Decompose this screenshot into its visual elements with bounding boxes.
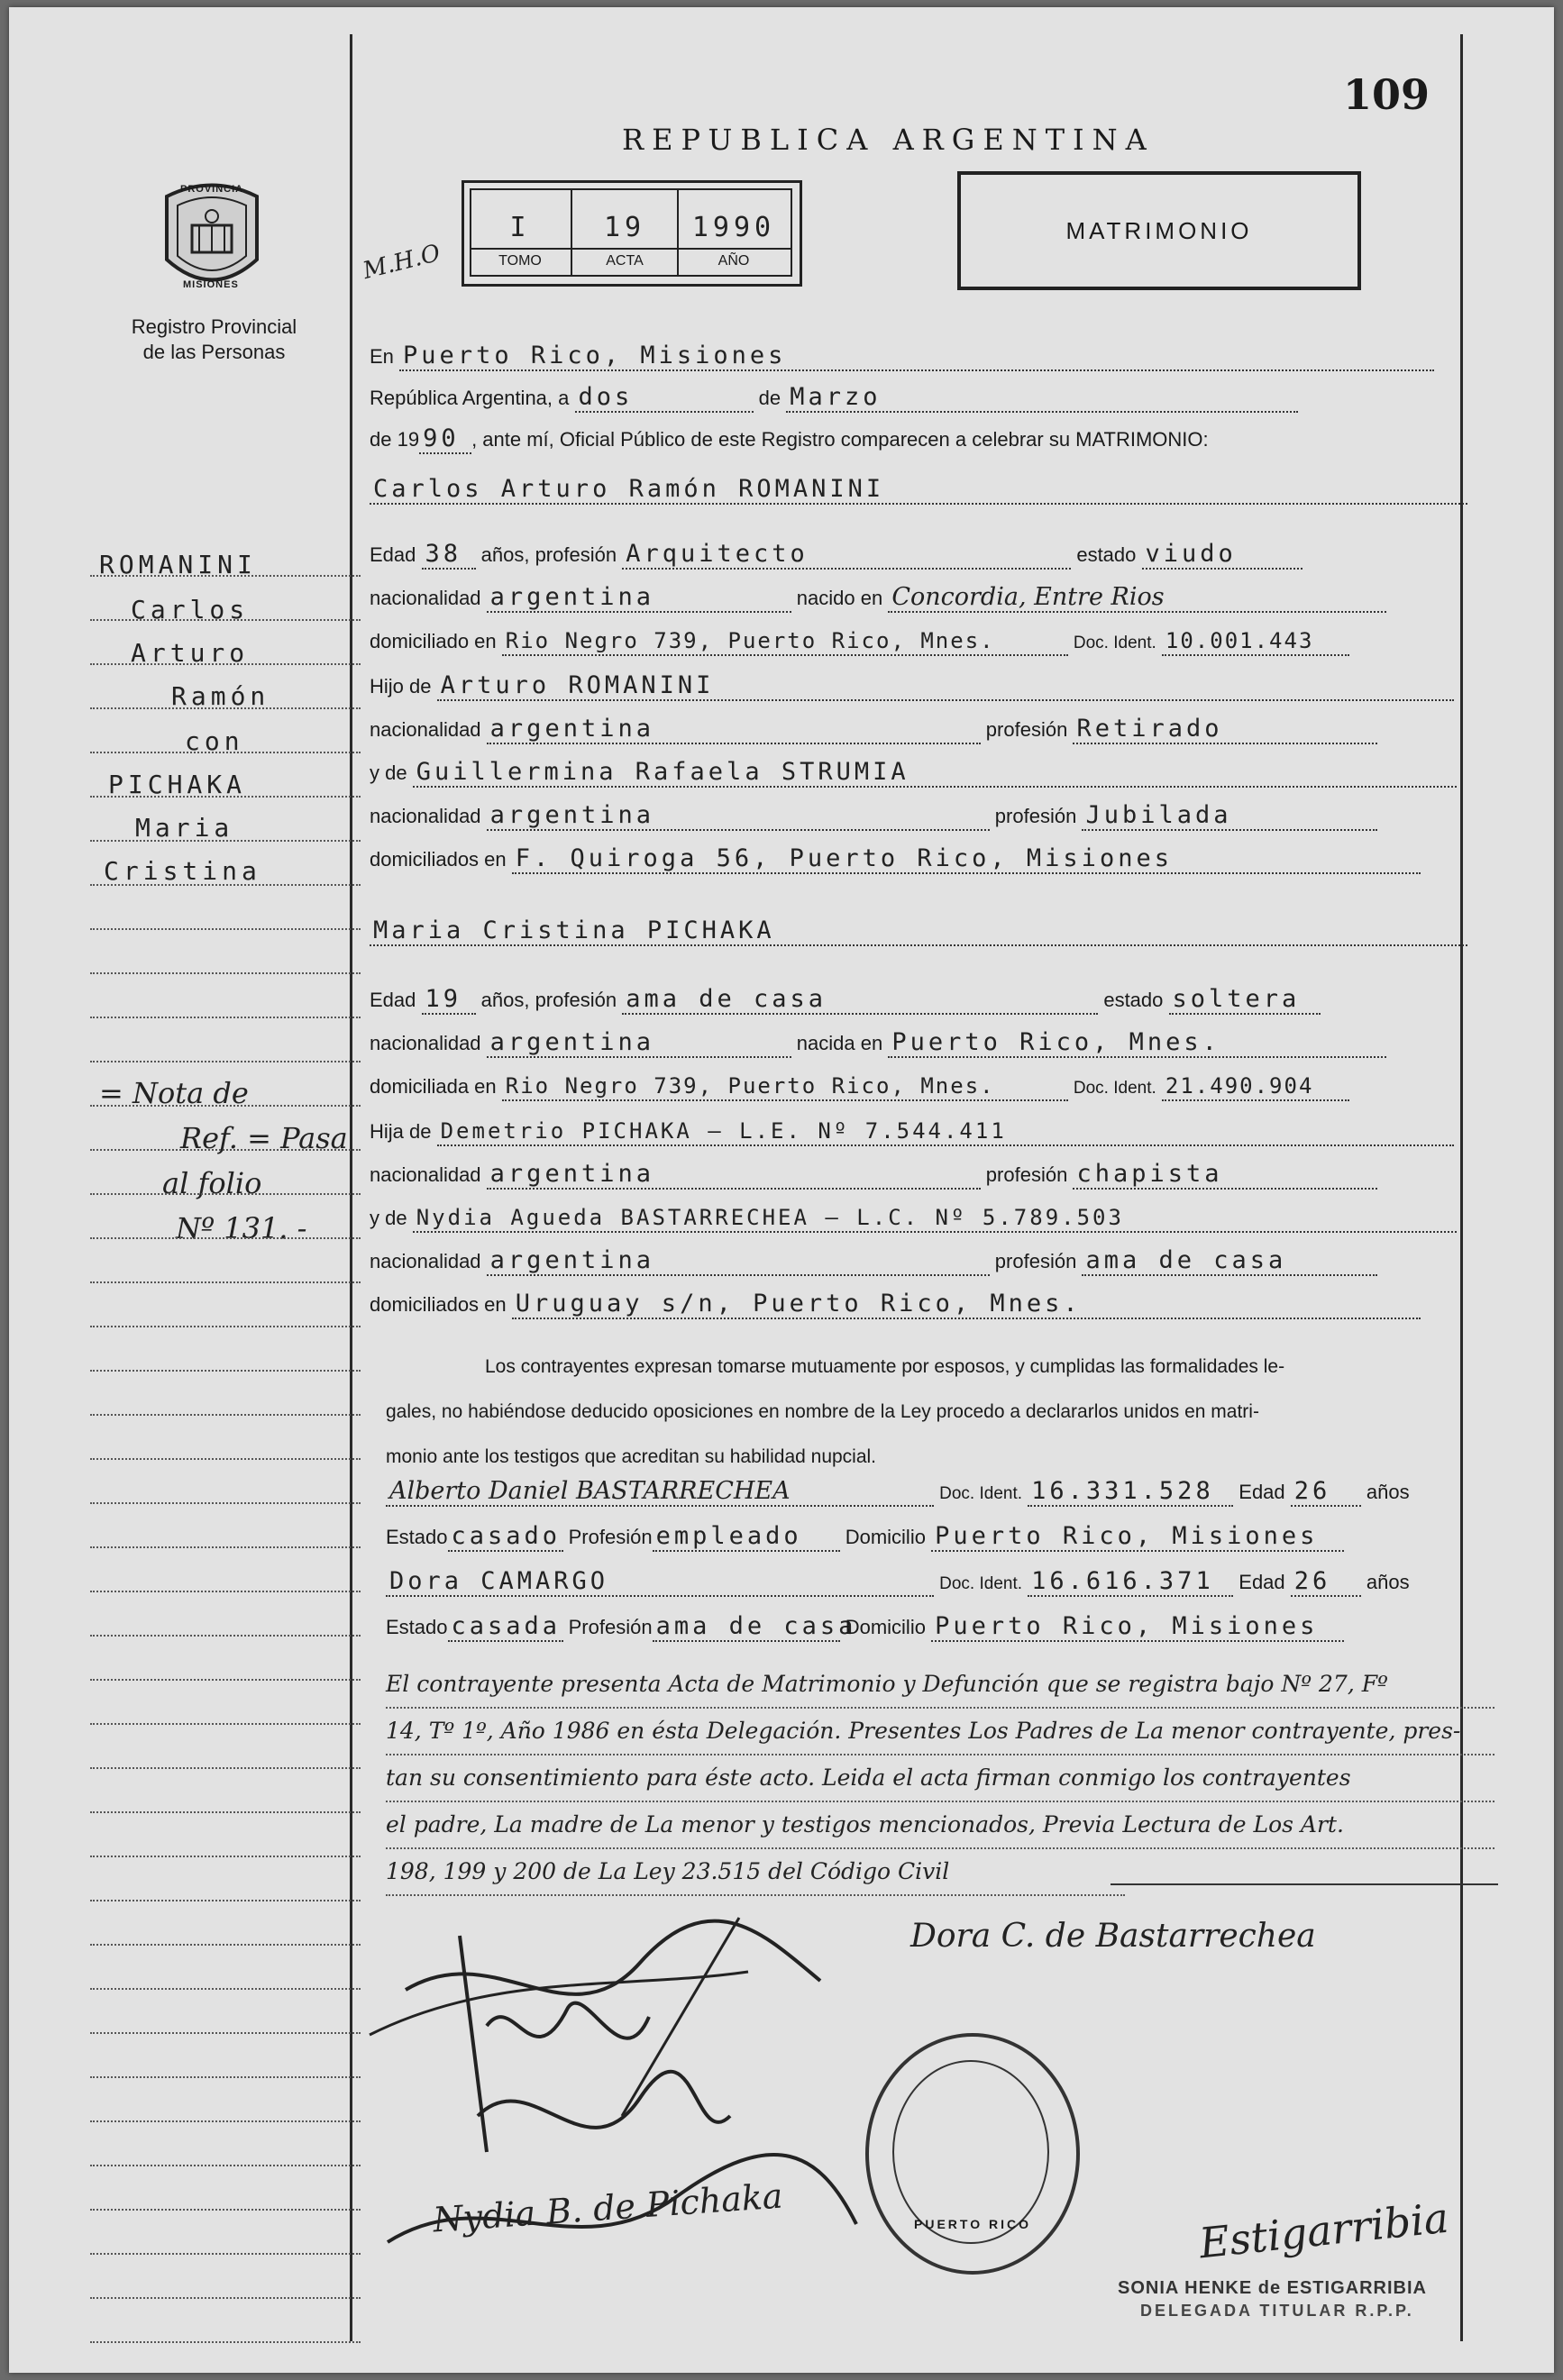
groom-father-nat-row: nacionalidad argentina profesión Retirado bbox=[370, 716, 1487, 755]
margin-ruled-line bbox=[90, 1856, 361, 1857]
margin-ruled-line bbox=[90, 1193, 361, 1195]
margin-name3: Ramón bbox=[171, 681, 270, 711]
groom-parents-address-row: domiciliados en F. Quiroga 56, Puerto Rico, Misiones bbox=[370, 845, 1487, 885]
note-line1: El contrayente presenta Acta de Matrimonio y Defunción que se registra bajo Nº 27, Fº bbox=[386, 1662, 1494, 1709]
margin-ruled-line bbox=[90, 707, 361, 709]
note-line3: tan su consentimiento para éste acto. Leida el acta firman conmigo los contrayentes bbox=[386, 1755, 1494, 1802]
declaration-line2: gales, no habiéndose deducido oposiciones en nombre de la Ley procedo a declararlos unidos en matri- bbox=[386, 1401, 1259, 1422]
margin-note-line2: Ref. = Pasa bbox=[180, 1121, 348, 1155]
margin-ruled-line bbox=[90, 2297, 361, 2299]
margin-ruled-line bbox=[90, 1811, 361, 1813]
witness2-doc: 16.616.371 bbox=[1028, 1568, 1233, 1597]
margin-note-line4: Nº 131. - bbox=[176, 1211, 307, 1245]
margin-ruled-line bbox=[90, 1017, 361, 1018]
margin-bride-name2: Cristina bbox=[104, 856, 261, 886]
margin-ruled-line bbox=[90, 2032, 361, 2034]
handwritten-notes bbox=[386, 1662, 1494, 1896]
groom-name-row bbox=[370, 476, 1487, 515]
signature-official: Estigarribia bbox=[1196, 2193, 1451, 2268]
day-value: dos bbox=[575, 384, 754, 413]
margin-ruled-line bbox=[90, 1502, 361, 1504]
margin-bride-surname: PICHAKA bbox=[108, 770, 247, 799]
margin-note-line3: al folio bbox=[162, 1166, 262, 1200]
witness2-name: Dora CAMARGO bbox=[386, 1568, 934, 1597]
official-title-stamp: DELEGADA TITULAR R.P.P. bbox=[1140, 2302, 1414, 2320]
bride-father: Demetrio PICHAKA — L.E. Nº 7.544.411 bbox=[437, 1117, 1454, 1146]
bride-full-name: Maria Cristina PICHAKA bbox=[370, 917, 1467, 946]
declaration-line3: monio ante los testigos que acreditan su habilidad nupcial. bbox=[386, 1446, 877, 1467]
margin-ruled-line bbox=[90, 884, 361, 886]
margin-ruled-line bbox=[90, 1326, 361, 1327]
margin-surname: ROMANINI bbox=[99, 550, 257, 579]
margin-ruled-line bbox=[90, 1767, 361, 1769]
margin-ruled-line bbox=[90, 2253, 361, 2255]
witness1-age: 26 bbox=[1291, 1478, 1361, 1507]
witness1-address: Puerto Rico, Misiones bbox=[931, 1523, 1344, 1552]
margin-ruled-line bbox=[90, 575, 361, 577]
margin-ruled-line bbox=[90, 752, 361, 753]
margin-ruled-line bbox=[90, 1988, 361, 1990]
bride-father-nat-row: nacionalidad argentina profesión chapista bbox=[370, 1161, 1487, 1200]
margin-ruled-line bbox=[90, 1635, 361, 1637]
bride-age-row: Edad 19 años, profesión ama de casa estado soltera bbox=[370, 986, 1487, 1026]
margin-ruled-line bbox=[90, 2341, 361, 2343]
margin-name2: Arturo bbox=[131, 638, 250, 668]
margin-ruled-line bbox=[90, 796, 361, 798]
country-title: REPUBLICA ARGENTINA bbox=[622, 123, 1155, 157]
margin-ruled-line bbox=[90, 1944, 361, 1946]
groom-nationality-row: nacionalidad argentina nacido en Concordia, Entre Rios bbox=[370, 584, 1487, 624]
bride-father-profession: chapista bbox=[1073, 1161, 1377, 1190]
place-value: Puerto Rico, Misiones bbox=[399, 342, 1434, 371]
groom-mother-row: y de Guillermina Rafaela STRUMIA bbox=[370, 759, 1487, 798]
form-title: MATRIMONIO bbox=[1065, 216, 1253, 244]
tomo-value: I bbox=[509, 212, 531, 243]
margin-ruled-line bbox=[90, 619, 361, 621]
groom-father-row: Hijo de Arturo ROMANINI bbox=[370, 672, 1487, 712]
groom-mother-profession: Jubilada bbox=[1082, 802, 1377, 831]
witness2-status: casada bbox=[448, 1613, 563, 1642]
witness2-detail-row: Estado casada Profesión ama de casa Domicilio Puerto Rico, Misiones bbox=[386, 1613, 1504, 1653]
bride-marital-status: soltera bbox=[1169, 986, 1321, 1015]
signature-nydia: Nydia B. de Pichaka bbox=[431, 2175, 784, 2240]
groom-doc: 10.001.443 bbox=[1162, 627, 1349, 656]
bride-mother-row: y de Nydia Agueda BASTARRECHEA — L.C. Nº 5.789.503 bbox=[370, 1204, 1487, 1244]
witness1-status: casado bbox=[448, 1523, 563, 1552]
margin-ruled-line bbox=[90, 2120, 361, 2122]
bride-address-row: domiciliada en Rio Negro 739, Puerto Rico, Mnes. Doc. Ident. 21.490.904 bbox=[370, 1072, 1487, 1112]
emblem-top-text: PROVINCIA bbox=[180, 184, 244, 195]
emblem-bottom-text: MISIONES bbox=[183, 279, 239, 290]
margin-ruled-line bbox=[90, 1900, 361, 1901]
note-line5: 198, 199 y 200 de La Ley 23.515 del Código Civil bbox=[386, 1849, 1125, 1896]
groom-nationality: argentina bbox=[487, 584, 791, 613]
groom-father: Arturo ROMANINI bbox=[437, 672, 1454, 701]
form-title-box bbox=[957, 171, 1361, 290]
bride-nationality-row: nacionalidad argentina nacida en Puerto Rico, Mnes. bbox=[370, 1029, 1487, 1069]
bride-parents-address: Uruguay s/n, Puerto Rico, Mnes. bbox=[512, 1290, 1421, 1319]
bride-nationality: argentina bbox=[487, 1029, 791, 1058]
witness1-row: Alberto Daniel BASTARRECHEA Doc. Ident. 16.331.528 Edad 26 años bbox=[386, 1478, 1504, 1518]
bride-father-nationality: argentina bbox=[487, 1161, 981, 1190]
bride-mother-nat-row: nacionalidad argentina profesión ama de casa bbox=[370, 1247, 1487, 1287]
margin-ruled-line bbox=[90, 1237, 361, 1239]
witness2-address: Puerto Rico, Misiones bbox=[931, 1613, 1344, 1642]
ano-value: 1990 bbox=[691, 212, 776, 243]
margin-ruled-line bbox=[90, 1105, 361, 1107]
intro-date-row: República Argentina, a dos de Marzo bbox=[370, 384, 1487, 424]
bride-parents-address-row: domiciliados en Uruguay s/n, Puerto Rico, Mnes. bbox=[370, 1290, 1487, 1330]
bride-age: 19 bbox=[422, 986, 476, 1015]
groom-age-row: Edad 38 años, profesión Arquitecto estado viudo bbox=[370, 541, 1487, 580]
margin-ruled-line bbox=[90, 928, 361, 930]
bride-profession: ama de casa bbox=[622, 986, 1098, 1015]
groom-age: 38 bbox=[422, 541, 476, 570]
document-page bbox=[9, 7, 1554, 2373]
note-line4: el padre, La madre de La menor y testigos mencionados, Previa Lectura de Los Art. bbox=[386, 1802, 1494, 1849]
groom-father-profession: Retirado bbox=[1073, 716, 1377, 744]
declaration-line1: Los contrayentes expresan tomarse mutuamente por esposos, y cumplidas las formalidades le- bbox=[485, 1356, 1285, 1377]
acta-label: ACTA bbox=[606, 253, 644, 269]
witness2-row: Dora CAMARGO Doc. Ident. 16.616.371 Edad 26 años bbox=[386, 1568, 1504, 1608]
margin-con: con bbox=[185, 726, 244, 756]
declaration-text bbox=[386, 1345, 1485, 1480]
groom-address-row: domiciliado en Rio Negro 739, Puerto Rico, Mnes. Doc. Ident. 10.001.443 bbox=[370, 627, 1487, 667]
acta-value: 19 bbox=[603, 212, 646, 243]
margin-ruled-line bbox=[90, 1546, 361, 1548]
bride-father-row: Hija de Demetrio PICHAKA — L.E. Nº 7.544.411 bbox=[370, 1117, 1487, 1157]
groom-profession: Arquitecto bbox=[622, 541, 1071, 570]
groom-full-name: Carlos Arturo Ramón ROMANINI bbox=[370, 476, 1467, 505]
tomo-label: TOMO bbox=[498, 253, 542, 269]
year-value: 90 bbox=[419, 425, 471, 454]
witness1-detail-row: Estado casado Profesión empleado Domicilio Puerto Rico, Misiones bbox=[386, 1523, 1504, 1563]
margin-ruled-line bbox=[90, 1370, 361, 1372]
witness1-doc: 16.331.528 bbox=[1028, 1478, 1233, 1507]
bride-name-row bbox=[370, 917, 1487, 957]
margin-ruled-line bbox=[90, 2165, 361, 2166]
groom-mother-nationality: argentina bbox=[487, 802, 990, 831]
official-name-stamp: SONIA HENKE de ESTIGARRIBIA bbox=[1118, 2278, 1427, 2298]
bride-mother: Nydia Agueda BASTARRECHEA — L.C. Nº 5.789.503 bbox=[413, 1204, 1457, 1233]
groom-marital-status: viudo bbox=[1142, 541, 1302, 570]
margin-ruled-line bbox=[90, 2076, 361, 2078]
margin-ruled-line bbox=[90, 1414, 361, 1416]
intro-place-row: En Puerto Rico, Misiones bbox=[370, 342, 1487, 382]
margin-ruled-line bbox=[90, 1679, 361, 1681]
registry-name-line1: Registro Provincial bbox=[131, 315, 297, 338]
margin-ruled-line bbox=[90, 1591, 361, 1592]
witness1-name: Alberto Daniel BASTARRECHEA bbox=[386, 1478, 934, 1507]
margin-initials: M.H.O bbox=[360, 239, 443, 286]
margin-bride-name1: Maria bbox=[135, 813, 234, 843]
note-line2: 14, Tº 1º, Año 1986 en ésta Delegación. Presentes Los Padres de La menor contrayente, pres- bbox=[386, 1709, 1494, 1755]
intro-year-row: de 19 90 , ante mí, Oficial Público de este Registro comparecen a celebrar su MATRIMONIO: bbox=[370, 424, 1209, 452]
month-value: Marzo bbox=[786, 384, 1298, 413]
groom-birthplace: Concordia, Entre Rios bbox=[888, 584, 1386, 613]
margin-ruled-line bbox=[90, 1458, 361, 1460]
margin-ruled-line bbox=[90, 1281, 361, 1283]
witness2-profession: ama de casa bbox=[653, 1613, 840, 1642]
margin-ruled-line bbox=[90, 840, 361, 842]
bride-doc: 21.490.904 bbox=[1162, 1072, 1349, 1101]
groom-mother: Guillermina Rafaela STRUMIA bbox=[413, 759, 1457, 788]
bride-birthplace: Puerto Rico, Mnes. bbox=[888, 1029, 1386, 1058]
groom-father-nationality: argentina bbox=[487, 716, 981, 744]
official-seal bbox=[865, 2033, 1080, 2275]
margin-ruled-line bbox=[90, 1149, 361, 1151]
groom-address: Rio Negro 739, Puerto Rico, Mnes. bbox=[502, 627, 1068, 656]
margin-name1: Carlos bbox=[131, 595, 250, 625]
margin-ruled-line bbox=[90, 1061, 361, 1062]
record-box bbox=[462, 180, 802, 287]
witness2-age: 26 bbox=[1291, 1568, 1361, 1597]
bride-mother-nationality: argentina bbox=[487, 1247, 990, 1276]
margin-ruled-line bbox=[90, 1723, 361, 1725]
witness1-profession: empleado bbox=[653, 1523, 840, 1552]
page-number: 109 bbox=[1343, 70, 1430, 119]
seal-text: PUERTO RICO bbox=[914, 2217, 1031, 2231]
margin-ruled-line bbox=[90, 2209, 361, 2211]
signature-dora: Dora C. de Bastarrechea bbox=[910, 1918, 1316, 1955]
bride-mother-profession: ama de casa bbox=[1082, 1247, 1377, 1276]
ano-label: AÑO bbox=[718, 253, 750, 269]
margin-ruled-line bbox=[90, 663, 361, 665]
margin-note-line1: = Nota de bbox=[99, 1076, 249, 1110]
groom-parents-address: F. Quiroga 56, Puerto Rico, Misiones bbox=[512, 845, 1421, 874]
bride-address: Rio Negro 739, Puerto Rico, Mnes. bbox=[502, 1072, 1068, 1101]
registry-name-line2: de las Personas bbox=[142, 341, 286, 363]
groom-mother-nat-row: nacionalidad argentina profesión Jubilada bbox=[370, 802, 1487, 842]
margin-ruled-line bbox=[90, 972, 361, 974]
